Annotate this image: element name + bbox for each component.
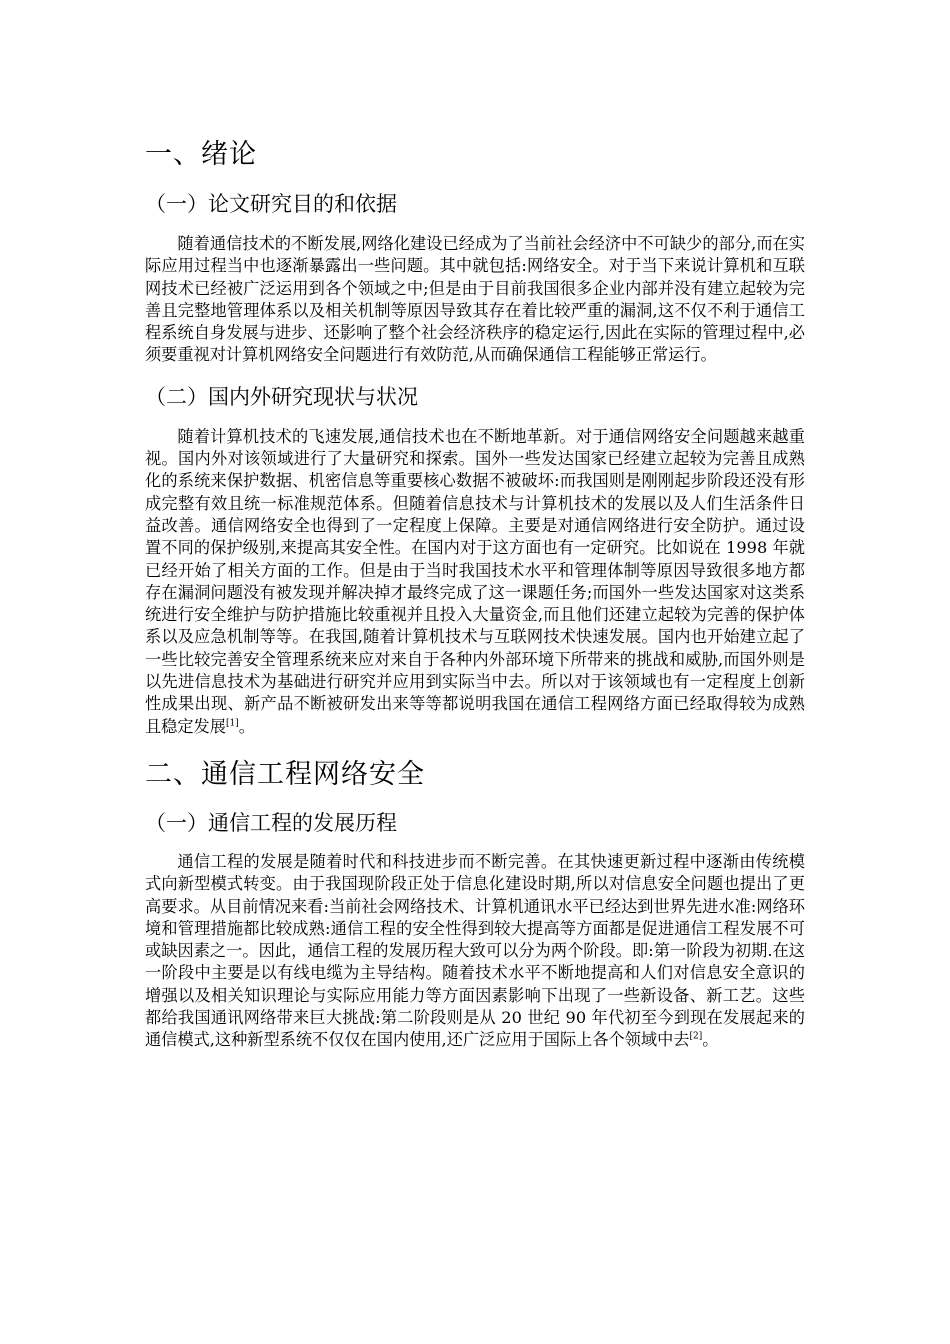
paragraph-development-history (145, 851, 805, 1052)
subsection-heading-development-history: （一）通信工程的发展历程 (145, 810, 397, 835)
citation-1: [1] (225, 718, 239, 729)
section-heading-introduction: 一、绪论 (145, 139, 257, 170)
document-body (145, 136, 805, 1052)
paragraph-text: 通信工程的发展是随着时代和科技进步而不断完善。在其快速更新过程中逐渐由传统模式向新型模式转变。由于我国现阶段正处于信息化建设时期,所以对信息安全问题也提出了更高要求。从目前情况来看:当前社会网络技术、计算机通讯水平已经达到世界先进水准:网络环境和管理措施都比较成熟:通信工程的安全性得到较大提高等方面都是促进通信工程发展不可或缺因素之一。因此，通信工程的发展历程大致可以分为两个阶段。即:第一阶段为初期.在这一阶段中主要是以有线电缆为主导结构。随着技术水平不断地提高和人们对信息安全意识的增强以及相关知识理论与实际应用能力等方面因素影响下出现了一些新设备、新工艺。这些都给我国通讯网络带来巨大挑战:第二阶段则是从 20 世纪 90 年代初至今到现在发展起来的通信模式,这种新型系统不仅仅在国内使用,还广泛应用于国际上各个领域中去 (145, 851, 805, 1050)
paragraph-end: 。 (702, 1030, 719, 1050)
paragraph-end: 。 (238, 716, 255, 736)
paragraph-text: 随着计算机技术的飞速发展,通信技术也在不断地革新。对于通信网络安全问题越来越重视。国内外对该领域进行了大量研究和探索。国外一些发达国家已经建立起较为完善且成熟化的系统来保护数据、机密信息等重要核心数据不被破坏:而我国则是刚刚起步阶段还没有形成完整有效且统一标准规范体系。但随着信息技术与计算机技术的发展以及人们生活条件日益改善。通信网络安全也得到了一定程度上保障。主要是对通信网络进行安全防护。通过设置不同的保护级别,来提高其安全性。在国内对于这方面也有一定研究。比如说在 1998 年就已经开始了相关方面的工作。但是由于当时我国技术水平和管理体制等原因导致很多地方都存在漏洞问题没有被发现并解决掉才最终完成了这一课题任务;而国外一些发达国家对这类系统进行安全维护与防护措施比较重视并且投入大量资金,而且他们还建立起较为完善的保护体系以及应急机制等等。在我国,随着计算机技术与互联网技术快速发展。国内也开始建立起了一些比较完善安全管理系统来应对来自于各种内外部环境下所带来的挑战和威胁,而国外则是以先进信息技术为基础进行研究并应用到实际当中去。所以对于该领域也有一定程度上创新性成果出现、新产品不断被研发出来等等都说明我国在通信工程网络方面已经取得较为成熟且稳定发展 (145, 426, 805, 736)
section-heading-network-security: 二、通信工程网络安全 (145, 758, 425, 790)
subsection-heading-purpose: （一）论文研究目的和依据 (145, 192, 397, 216)
paragraph-purpose (145, 233, 805, 367)
paragraph-text: 随着通信技术的不断发展,网络化建设已经成为了当前社会经济中不可缺少的部分,而在实际应用过程当中也逐渐暴露出一些问题。其中就包括:网络安全。对于当下来说计算机和互联网技术已经被广泛运用到各个领域之中;但是由于目前我国很多企业内部并没有建立起较为完善且完整地管理体系以及相关机制等原因导致其存在着比较严重的漏洞,这不仅不利于通信工程系统自身发展与进步、还影响了整个社会经济秩序的稳定运行,因此在实际的管理过程中,必须要重视对计算机网络安全问题进行有效防范,从而确保通信工程能够正常运行。 (145, 234, 805, 365)
subsection-heading-research-status: （二）国内外研究现状与状况 (145, 384, 418, 409)
citation-2: [2] (689, 1031, 703, 1042)
paragraph-research-status (145, 426, 805, 738)
